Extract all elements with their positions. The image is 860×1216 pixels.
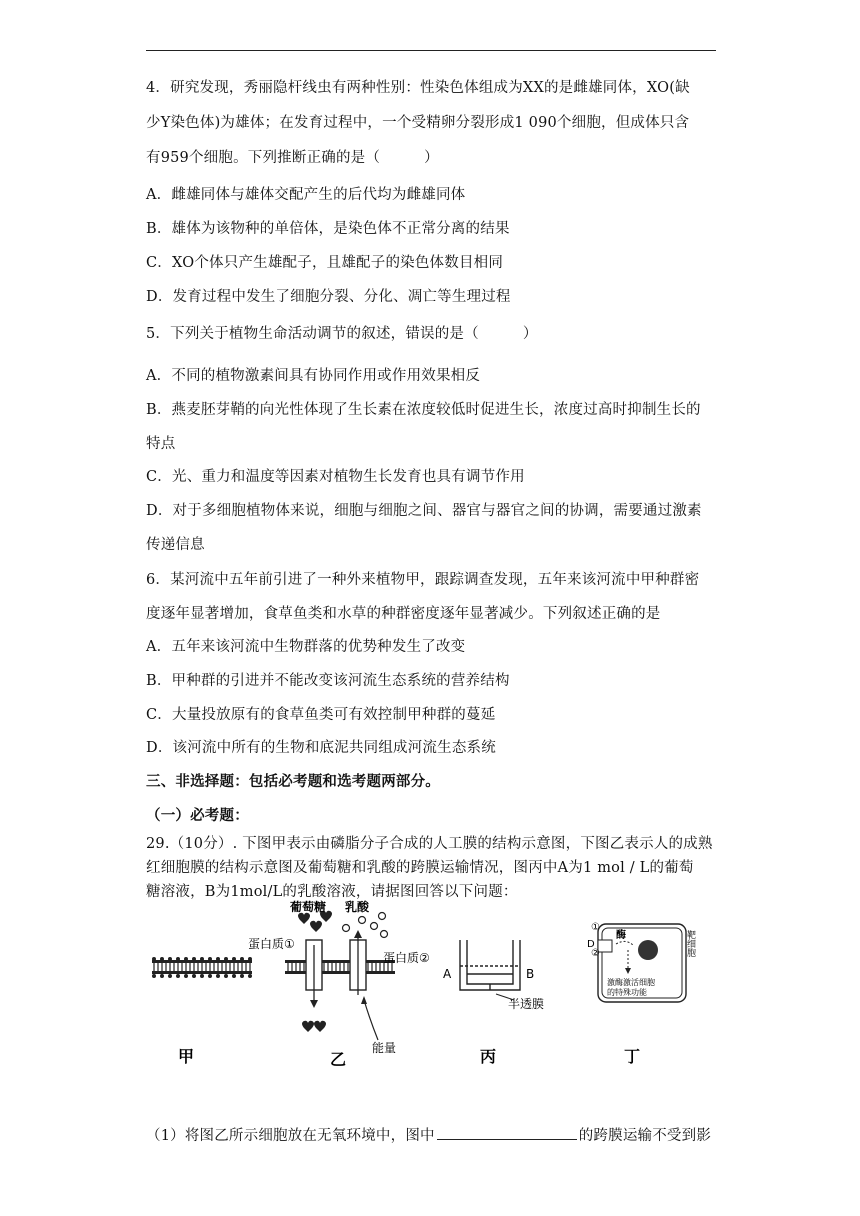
answer-blank[interactable] [437,1125,577,1140]
q4-stem-line1: 4．研究发现，秀丽隐杆线虫有两种性别：性染色体组成为XX的是雌雄同体，XO(缺 [146,80,690,96]
q5-option-d-line1: D．对于多细胞植物体来说，细胞与细胞之间、器官与器官之间的协调，需要通过激素 [146,503,702,519]
q5-stem: 5．下列关于植物生命活动调节的叙述，错误的是（ ） [146,326,538,342]
q29-sub1-part-b: 的跨膜运输不受到影 [578,1128,712,1144]
caption-line2: 的特殊功能 [607,988,647,997]
q4-option-c: C．XO个体只产生雄配子，且雄配子的染色体数目相同 [146,255,504,271]
protein-1-label: 蛋白质① [248,937,295,951]
q4-stem-line3: 有959个细胞。下列推断正确的是（ ） [146,150,439,166]
lactic-molecules [343,913,388,938]
membrane-figure [140,900,730,1080]
required-heading: （一）必考题： [146,807,249,824]
q4-option-b: B．雄体为该物种的单倍体，是染色体不正常分离的结果 [146,221,510,237]
caption-line1: 激酶激活细胞 [607,978,655,987]
q29-sub1-part-a: （1）将图乙所示细胞放在无氧环境中，图中 [146,1128,435,1144]
section-heading: 三、非选择题：包括必考题和选考题两部分。 [146,773,440,790]
q6-option-d: D．该河流中所有的生物和底泥共同组成河流生态系统 [146,740,496,756]
protein-2-label: 蛋白质② [383,951,430,965]
panel-label-jia: 甲 [178,1047,195,1066]
q29-stem-line2: 红细胞膜的结构示意图及葡萄糖和乳酸的跨膜运输情况，图丙中A为1 mol / L的葡萄 [146,860,694,876]
q5-option-b-line1: B．燕麦胚芽鞘的向光性体现了生长素在浓度较低时促进生长，浓度过高时抑制生长的 [146,402,701,418]
q6-option-a: A．五年来该河流中生物群落的优势种发生了改变 [146,639,466,655]
u-tube-bing [460,940,520,1000]
bilayer-jia [152,957,252,978]
glucose-molecules-bottom [302,1021,326,1032]
q6-stem-line1: 6．某河流中五年前引进了一种外来植物甲，跟踪调查发现，五年来该河流中甲种群密 [146,572,700,588]
q29-stem-line1: 29.（10分）. 下图甲表示由磷脂分子合成的人工膜的结构示意图，下图乙表示人的成熟 [146,836,713,852]
q5-option-c: C．光、重力和温度等因素对植物生长发育也具有调节作用 [146,469,525,485]
q4-stem-line2: 少Y染色体)为雄体；在发育过程中，一个受精卵分裂形成1 090个细胞，但成体只含 [146,115,690,131]
circle-one-label: ① [591,922,600,933]
solution-b-label: B [526,967,535,981]
enzyme-label: 酶 [616,930,626,941]
panel-label-bing: 丙 [480,1047,497,1066]
semipermeable-membrane-label: 半透膜 [508,997,545,1011]
q5-option-a: A．不同的植物激素间具有协同作用或作用效果相反 [146,368,481,384]
circle-two-label: ② [591,948,600,959]
figure-svg [140,900,730,1080]
lactic-label: 乳酸 [345,900,370,914]
header-rule [146,50,716,51]
target-cell-label: 靶细胞 [685,930,695,957]
q6-option-b: B．甲种群的引进并不能改变该河流生态系统的营养结构 [146,673,510,689]
q29-sub1 [146,1125,711,1146]
solution-a-label: A [443,967,452,981]
membrane-yi [248,900,430,1055]
q4-option-a: A．雌雄同体与雄体交配产生的后代均为雌雄同体 [146,187,466,203]
glucose-label: 葡萄糖 [290,900,327,914]
q5-option-b-line2: 特点 [146,436,176,452]
energy-label: 能量 [372,1041,397,1055]
q6-stem-line2: 度逐年显著增加，食草鱼类和水草的种群密度逐年显著减少。下列叙述正确的是 [146,606,661,622]
q5-option-d-line2: 传递信息 [146,537,205,553]
q4-option-d: D．发育过程中发生了细胞分裂、分化、凋亡等生理过程 [146,289,511,305]
panel-label-yi: 乙 [330,1050,347,1069]
q6-option-c: C．大量投放原有的食草鱼类可有效控制甲种群的蔓延 [146,707,496,723]
panel-label-ding: 丁 [624,1047,641,1066]
d-label: D [587,939,595,950]
q29-stem-line3: 糖溶液，B为1mol/L的乳酸溶液，请据图回答以下问题： [146,884,518,900]
